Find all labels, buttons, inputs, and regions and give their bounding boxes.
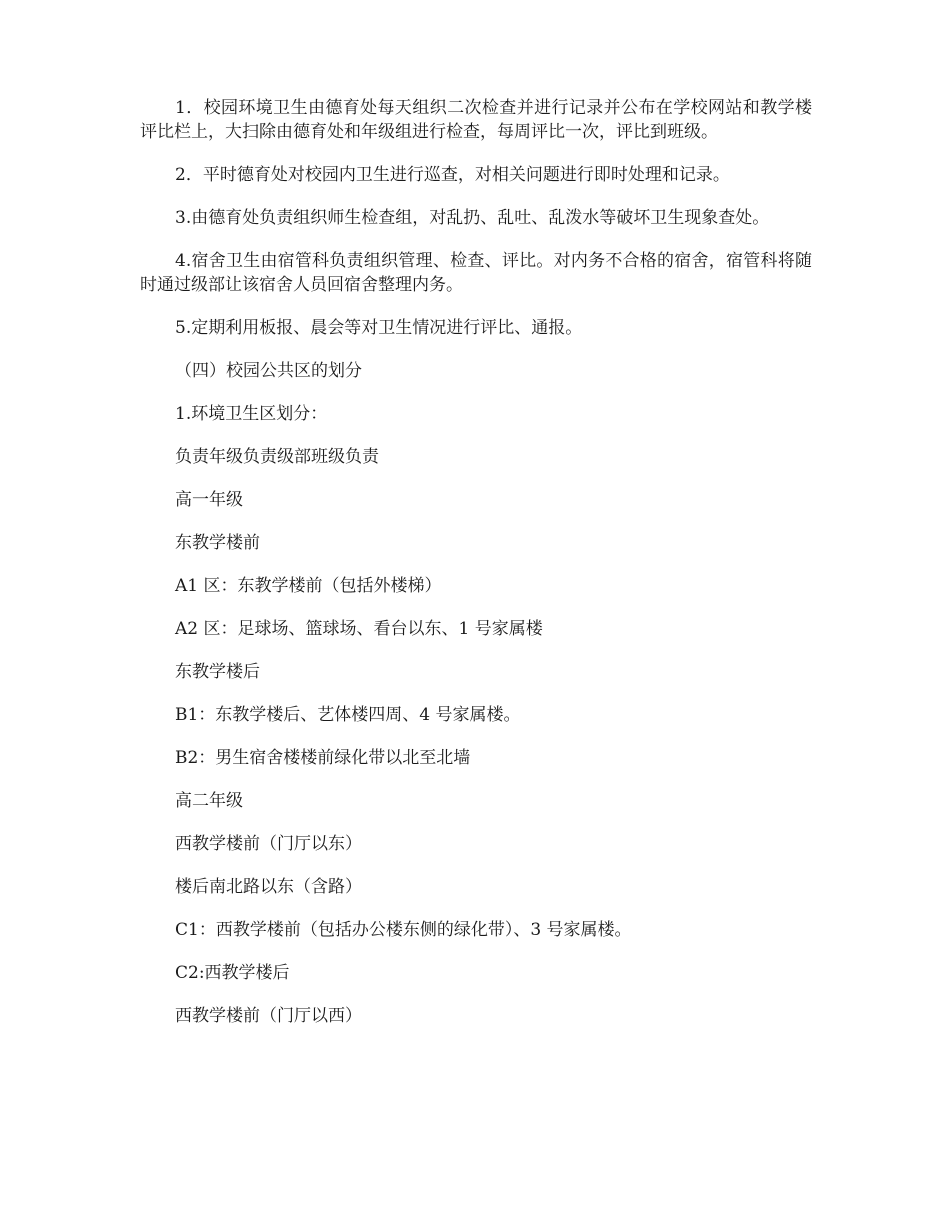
section-heading: （四）校园公共区的划分: [175, 361, 362, 381]
grade-label: 高二年级: [175, 791, 243, 811]
paragraph-4: 4.宿舍卫生由宿管科负责组织管理、检查、评比。对内务不合格的宿舍，宿管科将随时通过级部让该宿舍人员回宿舍整理内务。: [140, 251, 812, 295]
zone-item: C2:西教学楼后: [175, 963, 290, 983]
zone-item: B2：男生宿舍楼楼前绿化带以北至北墙: [175, 748, 471, 768]
document-body: [140, 96, 812, 1047]
paragraph-1: 1．校园环境卫生由德育处每天组织二次检查并进行记录并公布在学校网站和教学楼评比栏上，大扫除由德育处和年级组进行检查，每周评比一次，评比到班级。: [140, 98, 812, 142]
table-header-line: 负责年级负责级部班级负责: [175, 447, 379, 467]
paragraph-3: 3.由德育处负责组织师生检查组，对乱扔、乱吐、乱泼水等破坏卫生现象查处。: [175, 208, 770, 228]
zone-item: B1：东教学楼后、艺体楼四周、4 号家属楼。: [175, 705, 521, 725]
zone-item: C1：西教学楼前（包括办公楼东侧的绿化带）、3 号家属楼。: [175, 920, 632, 940]
area-label: 楼后南北路以东（含路）: [175, 877, 362, 897]
paragraph-2: 2．平时德育处对校园内卫生进行巡查，对相关问题进行即时处理和记录。: [175, 165, 730, 185]
area-label: 西教学楼前（门厅以西）: [175, 1006, 362, 1026]
area-label: 西教学楼前（门厅以东）: [175, 834, 362, 854]
grade-label: 高一年级: [175, 490, 243, 510]
area-label: 东教学楼前: [175, 533, 260, 553]
area-label: 东教学楼后: [175, 662, 260, 682]
subsection-heading: 1.环境卫生区划分：: [175, 404, 328, 424]
paragraph-5: 5.定期利用板报、晨会等对卫生情况进行评比、通报。: [175, 318, 583, 338]
zone-item: A1 区：东教学楼前（包括外楼梯）: [175, 576, 442, 596]
zone-item: A2 区：足球场、篮球场、看台以东、1 号家属楼: [175, 619, 543, 639]
